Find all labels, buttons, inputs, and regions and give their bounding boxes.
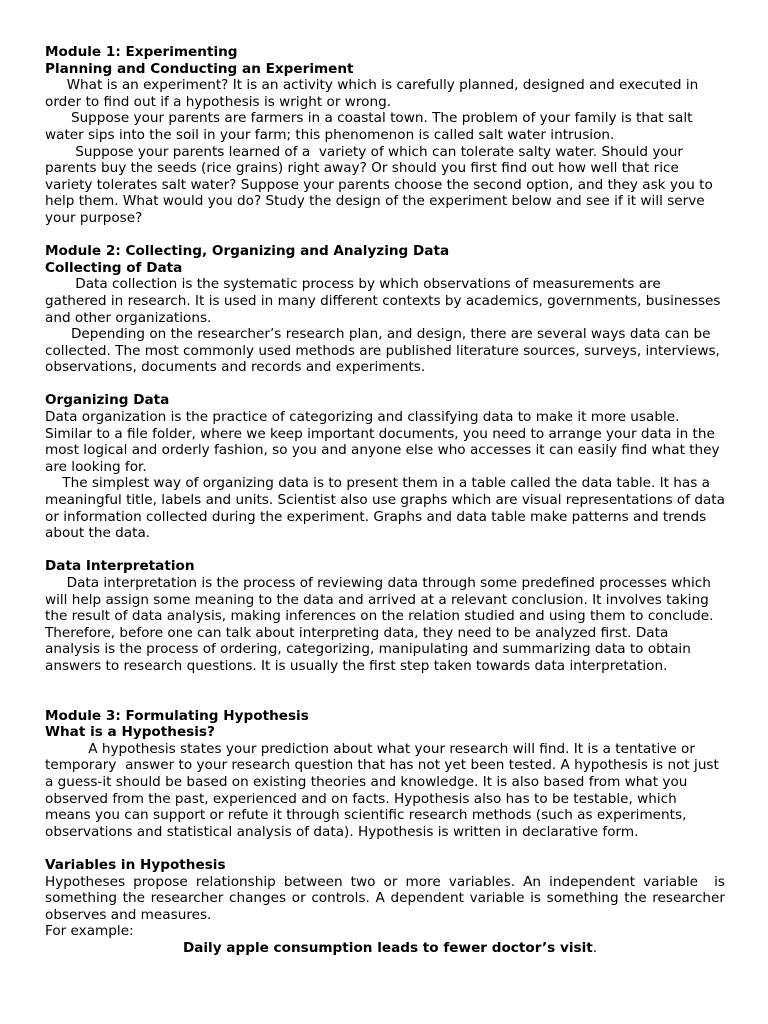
module3-title: Module 3: Formulating Hypothesis xyxy=(45,707,309,724)
module1-title: Module 1: Experimenting xyxy=(45,44,238,60)
data-interpretation-paragraph: Data interpretation is the process of reviewing data through some predefined processes which will help assign some meaning to the data and arrived at a relevant conclusion. It involves taking the result of data analysis, making inferences on the relation studied and using them to conclude. Therefore, before one can talk about interpreting data, they need to be analyzed first. Data analysis is the process of ordering, categorizing, manipulating and summarizing data to obtain answers to research questions. It is usually the first step taken towards data interpretation. xyxy=(45,575,718,674)
what-is-hypothesis-paragraph: A hypothesis states your prediction about what your research will find. It is a tentative or temporary answer to your research question that has not yet been tested. A hypothesis is not just a guess-it should be based on existing theories and knowledge. It is also based from what you observed from the past, experienced and on facts. Hypothesis also has to be testable, which means you can support or refute it through scientific research methods (such as experiments, observations and statistical analysis of data). Hypothesis is written in declarative form. xyxy=(45,740,724,840)
organizing-data-paragraph-1: Data organization is the practice of categorizing and classifying data to make it more usable. Similar to a file folder, where we keep important documents, you need to arrange your data in the most logical and orderly fashion, so you and anyone else who accesses it can easily find what they are looking for. xyxy=(45,409,724,475)
module1-paragraph-3: Suppose your parents learned of a variety of which can tolerate salty water. Should your parents buy the seeds (rice grains) right away? Or should you first find out how well that rice variety tolerates salt water? Suppose your parents choose the second option, and they ask you to help them. What would you do? Study the design of the experiment below and see if it will serve your purpose? xyxy=(45,143,718,226)
example-label: For example: xyxy=(45,923,134,940)
module1-paragraph-1: What is an experiment? It is an activity which is carefully planned, designed and executed in order to find out if a hypothesis is wright or wrong. xyxy=(45,77,703,110)
section-spacer xyxy=(45,542,725,559)
variables-paragraph: Hypotheses propose relationship between two or more variables. An independent variable is something the researcher changes or controls. A dependent variable is something the researcher observes and measures. xyxy=(45,873,730,923)
module2-title: Module 2: Collecting, Organizing and Analyzing Data xyxy=(45,243,450,260)
organizing-data-paragraph-2: The simplest way of organizing data is to present them in a table called the data table. It has a meaningful title, labels and units. Scientist also use graphs which are visual representations of data or information collected during the experiment. Graphs and data table make patterns and trends about the data. xyxy=(45,475,730,542)
module1-subtitle: Planning and Conducting an Experiment xyxy=(45,60,354,77)
variables-heading: Variables in Hypothesis xyxy=(45,856,226,873)
organizing-data-heading: Organizing Data xyxy=(45,392,170,409)
section-spacer xyxy=(45,376,725,393)
collecting-data-paragraph-1: Data collection is the systematic process by which observations of measurements are gathered in research. It is used in many different contexts by academics, governments, businesses and other organizations. xyxy=(45,276,725,326)
module1-paragraph-2: Suppose your parents are farmers in a coastal town. The problem of your family is that salt water sips into the soil in your farm; this phenomenon is called salt water intrusion. xyxy=(45,110,697,143)
section-spacer xyxy=(45,675,725,708)
collecting-data-paragraph-2: Depending on the researcher’s research plan, and design, there are several ways data can be collected. The most commonly used methods are published literature sources, surveys, interviews, observations, documents and records and experiments. xyxy=(45,326,725,376)
section-spacer xyxy=(45,840,725,857)
document-body xyxy=(45,44,730,956)
example-statement xyxy=(45,940,725,957)
example-text: Daily apple consumption leads to fewer doctor’s visit xyxy=(182,939,593,956)
section-spacer xyxy=(45,227,725,244)
data-interpretation-heading: Data Interpretation xyxy=(45,558,195,575)
example-period: . xyxy=(592,939,598,956)
collecting-data-heading: Collecting of Data xyxy=(45,259,183,276)
what-is-hypothesis-heading: What is a Hypothesis? xyxy=(45,724,215,741)
